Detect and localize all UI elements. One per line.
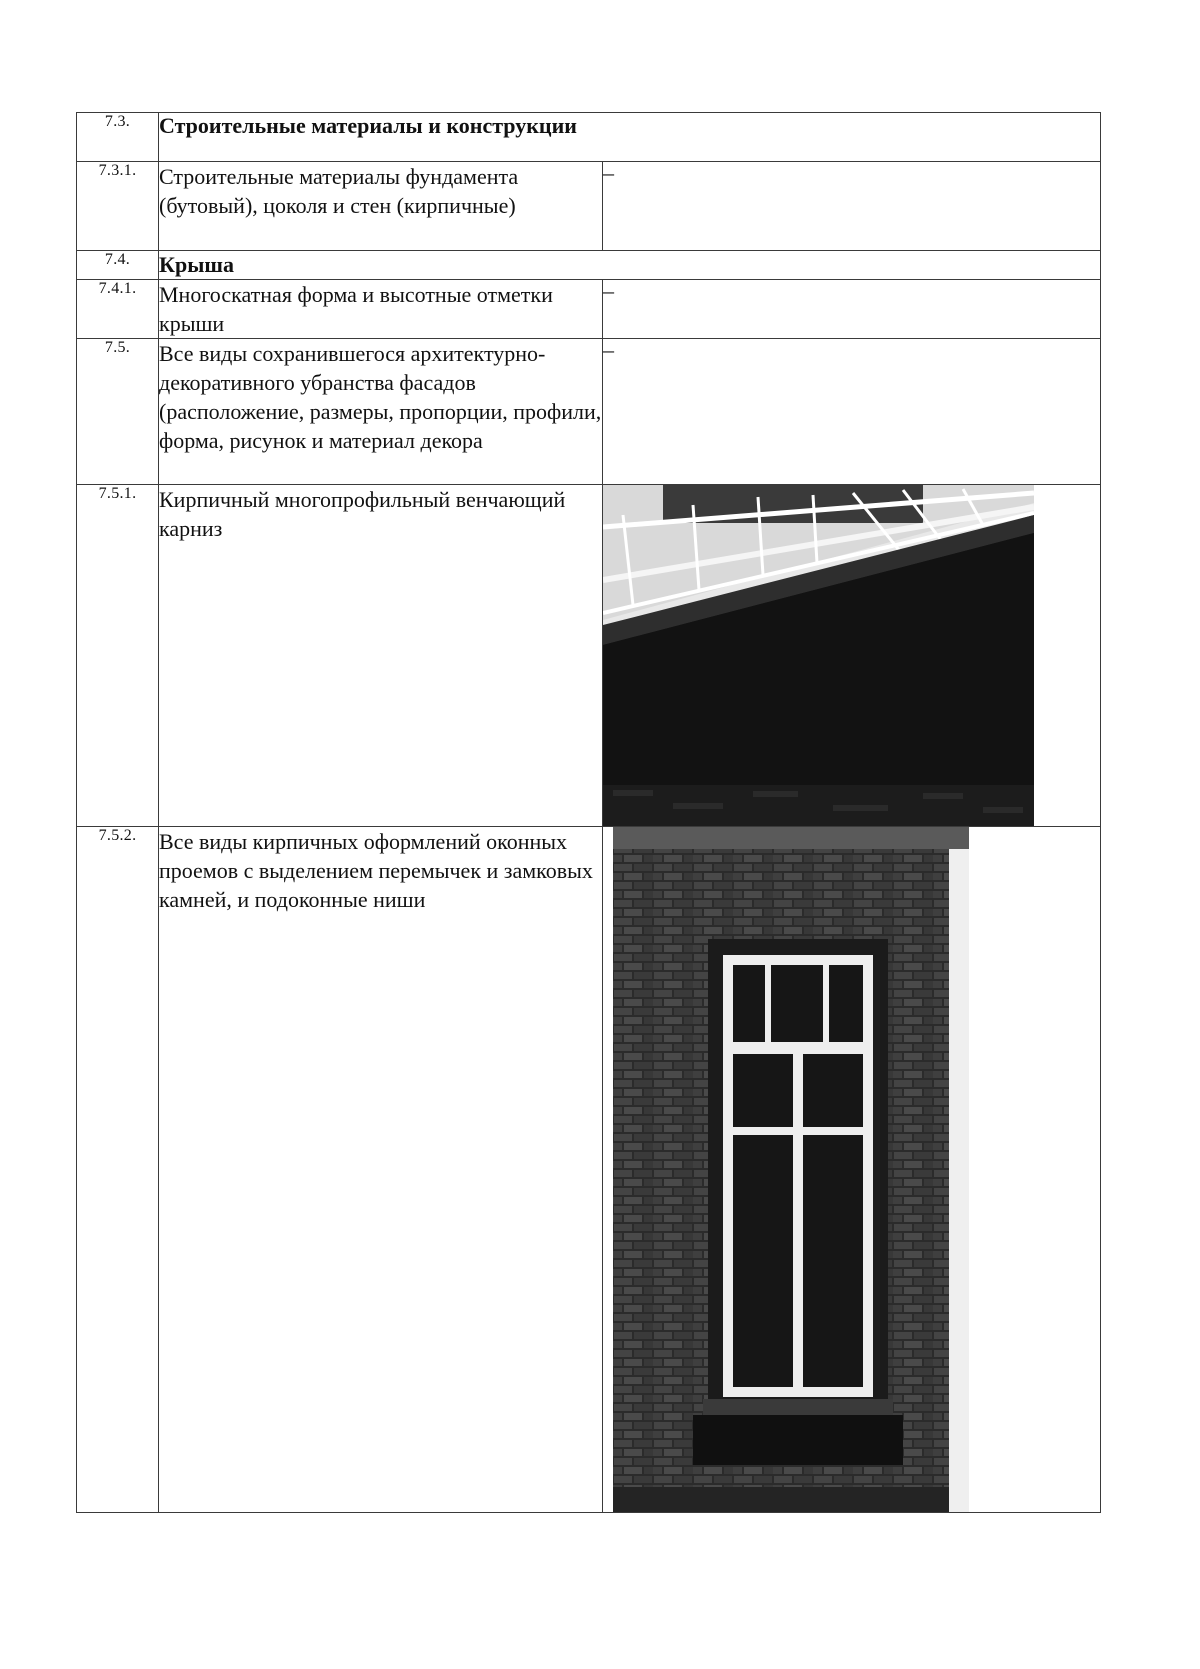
heritage-table <box>76 112 1101 1513</box>
window-facade-illustration <box>613 827 969 1512</box>
roof-cornice-illustration <box>603 485 1034 826</box>
roof-cornice-photo <box>603 485 1034 826</box>
section-heading: Строительные материалы и конструкции <box>159 113 1101 162</box>
section-heading: Крыша <box>159 251 1101 280</box>
table-row <box>77 827 1101 1513</box>
row-number: 7.5.2. <box>77 827 159 1513</box>
row-number: 7.3.1. <box>77 162 159 251</box>
window-facade-photo <box>613 827 969 1512</box>
photo-cell <box>603 827 1101 1513</box>
row-description: Кирпичный многопрофильный венчающий карниз <box>159 485 603 827</box>
row-number: 7.5.1. <box>77 485 159 827</box>
photo-cell <box>603 485 1101 827</box>
row-number: 7.5. <box>77 339 159 485</box>
row-description: Все виды кирпичных оформлений оконных проемов с выделением перемычек и замковых камней, и подоконные ниши <box>159 827 603 1513</box>
row-number: 7.3. <box>77 113 159 162</box>
table-row <box>77 485 1101 827</box>
row-number: 7.4.1. <box>77 280 159 339</box>
row-value: – <box>603 280 1101 339</box>
row-description: Все виды сохранившегося архитектурно-декоративного убранства фасадов (расположение, размеры, пропорции, профили, форма, рисунок и материал декора <box>159 339 603 485</box>
row-number: 7.4. <box>77 251 159 280</box>
table-row <box>77 280 1101 339</box>
row-description: Строительные материалы фундамента (бутовый), цоколя и стен (кирпичные) <box>159 162 603 251</box>
table-row <box>77 113 1101 162</box>
row-value: – <box>603 339 1101 485</box>
row-value: – <box>603 162 1101 251</box>
table-row <box>77 339 1101 485</box>
table-row <box>77 251 1101 280</box>
table-row <box>77 162 1101 251</box>
row-description: Многоскатная форма и высотные отметки крыши <box>159 280 603 339</box>
